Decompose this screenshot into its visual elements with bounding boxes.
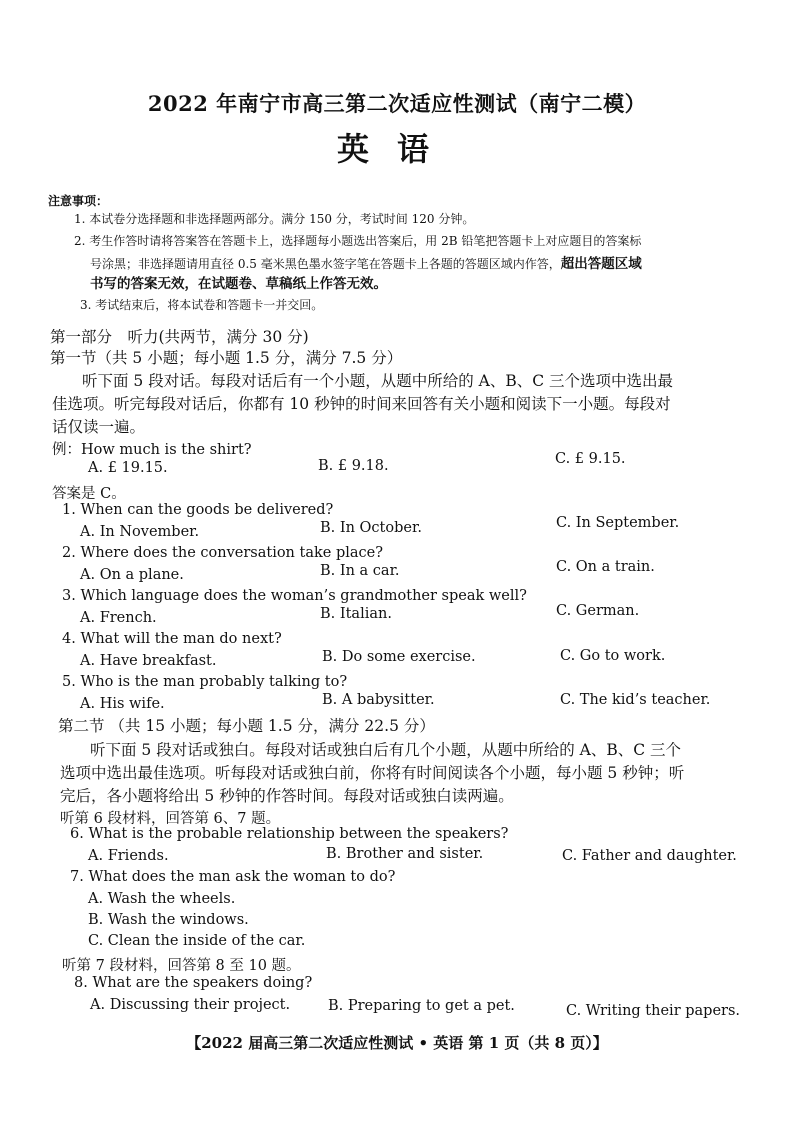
section2-para-line-1: 听下面 5 段对话或独白。每段对话或独白后有几个小题，从题中所给的 A、B、C 三个 xyxy=(90,741,682,759)
question-4-option-b: B. Do some exercise. xyxy=(322,649,476,665)
page-footer: 【2022 届高三第二次适应性测试 • 英语 第 1 页（共 8 页）】 xyxy=(186,1034,608,1052)
question-4-option-c: C. Go to work. xyxy=(560,648,666,664)
material-7-instruction: 听第 7 段材料，回答第 8 至 10 题。 xyxy=(62,958,301,974)
question-6-option-c: C. Father and daughter. xyxy=(562,848,737,864)
section1-para-line-1: 听下面 5 段对话。每段对话后有一个小题，从题中所给的 A、B、C 三个选项中选出最 xyxy=(82,372,674,390)
question-2-option-c: C. On a train. xyxy=(556,559,655,575)
question-5-option-b: B. A babysitter. xyxy=(322,692,435,708)
question-2-option-b: B. In a car. xyxy=(320,563,400,579)
question-1: 1. When can the goods be delivered? xyxy=(62,502,334,518)
question-7-option-c: C. Clean the inside of the car. xyxy=(88,933,306,949)
question-2: 2. Where does the conversation take place? xyxy=(62,545,383,561)
section1-para-line-3: 话仅读一遍。 xyxy=(52,418,146,436)
section2-heading: 第二节 （共 15 小题；每小题 1.5 分，满分 22.5 分） xyxy=(58,717,435,735)
question-5-option-a: A. His wife. xyxy=(80,696,165,712)
question-3-option-a: A. French. xyxy=(80,610,157,626)
question-1-option-a: A. In November. xyxy=(80,524,200,540)
notice-item-3: 3. 考试结束后，将本试卷和答题卡一并交回。 xyxy=(80,298,324,312)
notice-item-2-line-1: 2. 考生作答时请将答案答在答题卡上，选择题每小题选出答案后，用 2B 铅笔把答题卡上对应题目的答案标 xyxy=(74,234,642,248)
question-3-option-b: B. Italian. xyxy=(320,606,392,622)
section1-para-line-2: 佳选项。听完每段对话后，你都有 10 秒钟的时间来回答有关小题和阅读下一小题。每段对 xyxy=(52,395,671,413)
question-8: 8. What are the speakers doing? xyxy=(74,975,313,991)
exam-title: 2022 年南宁市高三第二次适应性测试（南宁二模） xyxy=(147,91,647,116)
example-answer: 答案是 C。 xyxy=(52,486,126,502)
example-option-c: C. £ 9.15. xyxy=(555,451,626,467)
question-1-option-b: B. In October. xyxy=(320,520,422,536)
question-2-option-a: A. On a plane. xyxy=(80,567,184,583)
question-3-option-c: C. German. xyxy=(556,603,640,619)
notice-item-2-line-2 xyxy=(90,252,642,272)
material-6-instruction: 听第 6 段材料，回答第 6、7 题。 xyxy=(60,811,281,827)
question-4-option-a: A. Have breakfast. xyxy=(80,653,217,669)
question-8-option-c: C. Writing their papers. xyxy=(566,1003,741,1019)
question-3: 3. Which language does the woman’s grandmother speak well? xyxy=(62,588,527,604)
part1-heading: 第一部分 听力(共两节，满分 30 分) xyxy=(50,328,309,346)
section1-heading: 第一节（共 5 小题；每小题 1.5 分，满分 7.5 分） xyxy=(50,349,403,367)
question-7: 7. What does the man ask the woman to do? xyxy=(70,869,396,885)
example-option-a: A. £ 19.15. xyxy=(88,460,168,476)
question-5: 5. Who is the man probably talking to? xyxy=(62,674,348,690)
question-8-option-a: A. Discussing their project. xyxy=(90,997,291,1013)
notice-item-1: 1. 本试卷分选择题和非选择题两部分。满分 150 分，考试时间 120 分钟。 xyxy=(74,212,475,226)
question-4: 4. What will the man do next? xyxy=(62,631,282,647)
notice-item-2-normal-text: 号涂黑；非选择题请用直径 0.5 毫米黑色墨水签字笔在答题卡上各题的答题区域内作答， xyxy=(90,257,561,271)
question-8-option-b: B. Preparing to get a pet. xyxy=(328,998,515,1014)
question-7-option-b: B. Wash the windows. xyxy=(88,912,249,928)
notice-item-2-line-3: 书写的答案无效，在试题卷、草稿纸上作答无效。 xyxy=(90,276,387,292)
example-option-b: B. £ 9.18. xyxy=(318,458,389,474)
question-6-option-a: A. Friends. xyxy=(88,848,169,864)
question-1-option-c: C. In September. xyxy=(556,515,680,531)
notice-item-2-bold-text: 超出答题区域 xyxy=(560,256,642,272)
notice-heading: 注意事项： xyxy=(48,194,109,208)
question-6-option-b: B. Brother and sister. xyxy=(326,846,484,862)
example-question: 例：How much is the shirt? xyxy=(52,442,252,458)
question-5-option-c: C. The kid’s teacher. xyxy=(560,692,711,708)
question-6: 6. What is the probable relationship between the speakers? xyxy=(70,826,509,842)
section2-para-line-3: 完后，各小题将给出 5 秒钟的作答时间。每段对话或独白读两遍。 xyxy=(60,787,514,805)
subject-title: 英语 xyxy=(336,130,457,168)
section2-para-line-2: 选项中选出最佳选项。听每段对话或独白前，你将有时间阅读各个小题，每小题 5 秒钟；听 xyxy=(60,764,685,782)
question-7-option-a: A. Wash the wheels. xyxy=(88,891,236,907)
